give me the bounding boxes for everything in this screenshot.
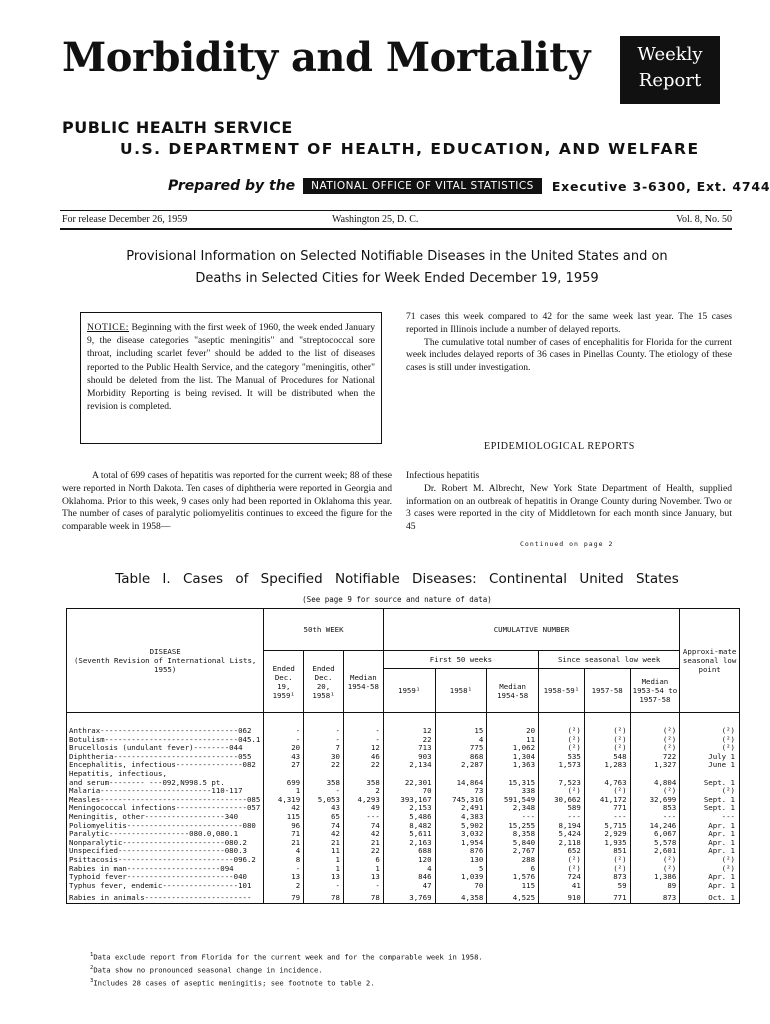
table-row — [67, 713, 740, 736]
report-title — [62, 246, 732, 290]
value-cell: 6 — [343, 856, 383, 865]
ended-1959-header: Ended Dec. 19, 1959¹ — [264, 651, 304, 713]
value-cell: 853 — [630, 804, 680, 813]
value-cell: Apr. 1 — [680, 873, 740, 882]
value-cell: 1,363 — [487, 761, 539, 770]
value-cell: 722 — [630, 753, 680, 762]
value-cell: 46 — [343, 753, 383, 762]
right-paragraph-2: The cumulative total number of cases of encephalitis for Florida for the current week includes delayed reports of 36 cases in Pinellas County. The etiology of these cases is still under investigation. — [406, 336, 732, 374]
value-cell: 20 — [487, 713, 539, 736]
report-title-line2: Deaths in Selected Cities for Week Ended December 19, 1959 — [195, 271, 599, 286]
value-cell: - — [304, 787, 344, 796]
footnote-text: Includes 28 cases of aseptic meningitis; see footnote to table 2. — [93, 978, 375, 988]
value-cell: 713 — [383, 744, 435, 753]
value-cell: 5,715 — [584, 822, 630, 831]
value-cell: (²) — [630, 856, 680, 865]
value-cell: 74 — [343, 822, 383, 831]
value-cell: 41 — [539, 882, 585, 891]
notifiable-diseases-table — [66, 608, 740, 904]
disease-header-label: DISEASE — [149, 647, 181, 656]
value-cell: 5,578 — [630, 839, 680, 848]
value-cell: (²) — [539, 744, 585, 753]
executive-phone: Executive 3-6300, Ext. 4744 — [551, 178, 770, 194]
value-cell: Apr. 1 — [680, 882, 740, 891]
disease-cell: Hepatitis, infectious, — [67, 770, 264, 779]
value-cell: (²) — [584, 744, 630, 753]
disease-cell: and serum-------- ---092,N998.5 pt. — [67, 779, 264, 788]
value-cell: 1,327 — [630, 761, 680, 770]
value-cell: 5 — [435, 865, 487, 874]
value-cell: Apr. 1 — [680, 830, 740, 839]
report-title-line1: Provisional Information on Selected Notifiable Diseases in the United States and on — [126, 249, 668, 264]
office-name-box: NATIONAL OFFICE OF VITAL STATISTICS — [303, 178, 542, 194]
right-paragraph-1: 71 cases this week compared to 42 for the same week last year. The 15 cases reported in Illinois include a number of delayed reports. — [406, 311, 732, 335]
table-subtitle: (See page 9 for source and nature of data) — [302, 595, 492, 604]
value-cell: --- — [487, 813, 539, 822]
value-cell: 910 — [539, 890, 585, 903]
disease-cell: Meningococcal infections----------------057 — [67, 804, 264, 813]
value-cell: Oct. 1 — [680, 890, 740, 903]
value-cell: 115 — [487, 882, 539, 891]
value-cell: 688 — [383, 847, 435, 856]
value-cell: 1,039 — [435, 873, 487, 882]
left-column-summary: A total of 699 cases of hepatitis was reported for the current week; 88 of these were reported in North Dakota. Ten cases of diphtheria were reported in Georgia and Oklahoma. Prior to this week, 9 cases only had been reported in Oklahoma this year. The number of cases of paralytic poliomyelitis continues to exceed the figure for the comparable week in 1958— — [62, 470, 392, 533]
disease-cell: Malaria-------------------------110-117 — [67, 787, 264, 796]
value-cell: (²) — [630, 744, 680, 753]
value-cell: 4 — [383, 865, 435, 874]
notice-box — [80, 312, 382, 444]
value-cell: 21 — [343, 839, 383, 848]
value-cell: 43 — [264, 753, 304, 762]
value-cell: 30 — [304, 753, 344, 762]
value-cell: 1,954 — [435, 839, 487, 848]
hepatitis-paragraph: Dr. Robert M. Albrecht, New York State Department of Health, supplied information on an outbreak of hepatitis in Orange County during November. Two or 3 cases were reported in the city of Middletown for each month since January, but 45 — [406, 482, 732, 533]
value-cell: 358 — [304, 779, 344, 788]
disease-header — [67, 609, 264, 713]
value-cell: 13 — [264, 873, 304, 882]
value-cell: 7,523 — [539, 779, 585, 788]
value-cell: 47 — [383, 882, 435, 891]
disease-cell: Unspecified------------------------080.3 — [67, 847, 264, 856]
footnote — [90, 976, 483, 989]
value-cell: 3,032 — [435, 830, 487, 839]
value-cell: --- — [539, 813, 585, 822]
value-cell: 115 — [264, 813, 304, 822]
cumulative-group-header: CUMULATIVE NUMBER — [383, 609, 679, 651]
footnote — [90, 950, 483, 963]
value-cell: 4,525 — [487, 890, 539, 903]
value-cell: 27 — [264, 761, 304, 770]
disease-cell: Diphtheria----------------------------055 — [67, 753, 264, 762]
value-cell: Apr. 1 — [680, 822, 740, 831]
value-cell: 21 — [304, 839, 344, 848]
value-cell: 12 — [383, 713, 435, 736]
value-cell: 4,763 — [584, 779, 630, 788]
disease-cell: Psittacosis--------------------------096.2 — [67, 856, 264, 865]
value-cell: 873 — [584, 873, 630, 882]
value-cell: 1,935 — [584, 839, 630, 848]
value-cell: Sept. 1 — [680, 796, 740, 805]
value-cell: 771 — [584, 890, 630, 903]
value-cell: 2,134 — [383, 761, 435, 770]
value-cell: 2,153 — [383, 804, 435, 813]
value-cell: 699 — [264, 779, 304, 788]
value-cell: 2,348 — [487, 804, 539, 813]
value-cell: 7 — [304, 744, 344, 753]
value-cell: 78 — [343, 890, 383, 903]
value-cell: (²) — [584, 787, 630, 796]
value-cell: 22 — [304, 761, 344, 770]
value-cell: (²) — [630, 787, 680, 796]
value-cell: (²) — [539, 856, 585, 865]
value-cell: 868 — [435, 753, 487, 762]
value-cell: 4,383 — [435, 813, 487, 822]
value-cell: 14,864 — [435, 779, 487, 788]
seasonal-1957-58-header: 1957-58 — [584, 669, 630, 713]
masthead — [62, 36, 722, 94]
value-cell: 1,062 — [487, 744, 539, 753]
value-cell: (²) — [630, 713, 680, 736]
disease-cell: Measles---------------------------------085 — [67, 796, 264, 805]
value-cell: 42 — [304, 830, 344, 839]
cum-median-header: Median 1954-58 — [487, 669, 539, 713]
footnote-text: Data exclude report from Florida for the current week and for the comparable week in 1958. — [93, 952, 483, 962]
value-cell: 49 — [343, 804, 383, 813]
value-cell: 876 — [435, 847, 487, 856]
seasonal-1958-59-header: 1958-59¹ — [539, 669, 585, 713]
weekly-report-line2: Report — [638, 70, 702, 91]
disease-cell: Nonparalytic-----------------------080.2 — [67, 839, 264, 848]
value-cell: 2,767 — [487, 847, 539, 856]
value-cell: 2,601 — [630, 847, 680, 856]
value-cell: (²) — [539, 787, 585, 796]
disease-cell: Anthrax-------------------------------062 — [67, 713, 264, 736]
value-cell: --- — [343, 813, 383, 822]
disease-cell: Rabies in animals------------------------ — [67, 890, 264, 903]
value-cell: 5,840 — [487, 839, 539, 848]
value-cell: June 1 — [680, 761, 740, 770]
continued-note: Continued on page 2 — [520, 540, 614, 548]
cum-1959-header: 1959¹ — [383, 669, 435, 713]
value-cell: 5,486 — [383, 813, 435, 822]
value-cell: 22 — [343, 847, 383, 856]
value-cell: 130 — [435, 856, 487, 865]
disease-header-sub: (Seventh Revision of International Lists, 1955) — [73, 656, 257, 674]
value-cell: - — [343, 713, 383, 736]
table-row — [67, 882, 740, 891]
value-cell: 79 — [264, 890, 304, 903]
header-rule-top — [60, 210, 732, 211]
value-cell: 8,358 — [487, 830, 539, 839]
value-cell: 42 — [343, 830, 383, 839]
value-cell: 78 — [304, 890, 344, 903]
value-cell: 3,769 — [383, 890, 435, 903]
value-cell: 96 — [264, 822, 304, 831]
value-cell: 73 — [435, 787, 487, 796]
value-cell: 2 — [264, 882, 304, 891]
value-cell: - — [304, 713, 344, 736]
right-column-hepatitis — [406, 470, 732, 534]
value-cell: (²) — [584, 856, 630, 865]
value-cell: 2,287 — [435, 761, 487, 770]
release-place: Washington 25, D. C. — [332, 214, 419, 225]
value-cell: (²) — [680, 865, 740, 874]
value-cell: - — [304, 736, 344, 745]
value-cell: 41,172 — [584, 796, 630, 805]
notice-text: Beginning with the first week of 1960, the week ended January 9, the disease categories "aseptic meningitis" and "streptococcal sore throat, including scarlet fever" should be added to the list of diseases reported to the Public Health Service, and the category "meningitis, other" should be deleted from the list. The Manual of Procedures for National Morbidity Reporting is being revised. It will be distributed when the revision is completed. — [87, 322, 375, 413]
value-cell: 13 — [343, 873, 383, 882]
right-column-top — [406, 311, 732, 375]
value-cell: 2 — [343, 787, 383, 796]
value-cell: 8,194 — [539, 822, 585, 831]
value-cell: 1 — [304, 856, 344, 865]
header-rule-bottom — [60, 228, 732, 230]
value-cell: (²) — [630, 865, 680, 874]
value-cell: 22,301 — [383, 779, 435, 788]
value-cell: --- — [680, 813, 740, 822]
value-cell: - — [343, 882, 383, 891]
value-cell: Apr. 1 — [680, 847, 740, 856]
disease-cell: Rabies in man---------------------094 — [67, 865, 264, 874]
footnote-text: Data show no pronounced seasonal change in incidence. — [93, 965, 323, 975]
value-cell: (²) — [539, 736, 585, 745]
weekly-report-line1: Weekly — [637, 44, 703, 65]
value-cell: Sept. 1 — [680, 779, 740, 788]
week-group-header: 50th WEEK — [264, 609, 383, 651]
value-cell: 5,611 — [383, 830, 435, 839]
value-cell: 1 — [343, 865, 383, 874]
disease-cell: Typhoid fever------------------------040 — [67, 873, 264, 882]
value-cell: 70 — [383, 787, 435, 796]
value-cell: 5,902 — [435, 822, 487, 831]
value-cell: 15,255 — [487, 822, 539, 831]
value-cell: (²) — [584, 713, 630, 736]
disease-cell: Paralytic------------------080.0,080.1 — [67, 830, 264, 839]
value-cell: 120 — [383, 856, 435, 865]
volume-number: Vol. 8, No. 50 — [676, 214, 732, 225]
value-cell: 1,386 — [630, 873, 680, 882]
value-cell: 4 — [435, 736, 487, 745]
value-cell: 771 — [584, 804, 630, 813]
value-cell: 65 — [304, 813, 344, 822]
value-cell: - — [343, 736, 383, 745]
department-name: U.S. DEPARTMENT OF HEALTH, EDUCATION, AND WELFARE — [120, 140, 700, 158]
value-cell: 1,576 — [487, 873, 539, 882]
value-cell: 22 — [343, 761, 383, 770]
release-date: For release December 26, 1959 — [62, 214, 188, 225]
value-cell: 20 — [264, 744, 304, 753]
table-title: Table I. Cases of Specified Notifiable Diseases: Continental United States — [115, 571, 679, 587]
value-cell: (²) — [539, 865, 585, 874]
footnote-mark: 3 — [90, 977, 94, 984]
epidemiological-reports-heading: EPIDEMIOLOGICAL REPORTS — [484, 441, 635, 452]
value-cell: 775 — [435, 744, 487, 753]
value-cell: 13 — [304, 873, 344, 882]
value-cell: - — [264, 865, 304, 874]
value-cell: 12 — [343, 744, 383, 753]
value-cell: (²) — [539, 713, 585, 736]
value-cell: 21 — [264, 839, 304, 848]
value-cell: 11 — [487, 736, 539, 745]
value-cell: --- — [630, 813, 680, 822]
service-name: PUBLIC HEALTH SERVICE — [62, 118, 293, 137]
value-cell: 43 — [304, 804, 344, 813]
value-cell: 4,319 — [264, 796, 304, 805]
value-cell: 2,491 — [435, 804, 487, 813]
value-cell: (²) — [680, 856, 740, 865]
value-cell: July 1 — [680, 753, 740, 762]
value-cell: 4,358 — [435, 890, 487, 903]
value-cell: 6,067 — [630, 830, 680, 839]
publication-title: Morbidity and Mortality — [62, 34, 590, 81]
value-cell: 338 — [487, 787, 539, 796]
prepared-by-row — [168, 176, 770, 196]
prepared-by-label: Prepared by the — [168, 178, 296, 194]
cum-1958-header: 1958¹ — [435, 669, 487, 713]
value-cell: 1 — [264, 787, 304, 796]
table-body — [67, 713, 740, 904]
value-cell: (²) — [680, 713, 740, 736]
footnote-mark: 1 — [90, 952, 94, 958]
value-cell: 30,662 — [539, 796, 585, 805]
value-cell: 846 — [383, 873, 435, 882]
value-cell: (²) — [630, 736, 680, 745]
value-cell: 59 — [584, 882, 630, 891]
value-cell: 535 — [539, 753, 585, 762]
value-cell: Sept. 1 — [680, 804, 740, 813]
value-cell: 873 — [630, 890, 680, 903]
value-cell: 591,549 — [487, 796, 539, 805]
value-cell: 1,573 — [539, 761, 585, 770]
value-cell: 2,118 — [539, 839, 585, 848]
value-cell: (²) — [680, 787, 740, 796]
first-50-weeks-header: First 50 weeks — [383, 651, 538, 669]
disease-cell: Brucellosis (undulant fever)--------044 — [67, 744, 264, 753]
value-cell: 5,053 — [304, 796, 344, 805]
disease-cell: Poliomyelitis--------------------------080 — [67, 822, 264, 831]
value-cell: 1 — [304, 865, 344, 874]
value-cell: 8 — [264, 856, 304, 865]
seasonal-low-header: Approxi-mate seasonal low point — [680, 609, 740, 713]
value-cell: 22 — [383, 736, 435, 745]
value-cell: - — [264, 736, 304, 745]
value-cell: 4,293 — [343, 796, 383, 805]
value-cell: 288 — [487, 856, 539, 865]
value-cell: 4 — [264, 847, 304, 856]
footnote — [90, 963, 483, 976]
value-cell: 745,316 — [435, 796, 487, 805]
value-cell: 8,482 — [383, 822, 435, 831]
value-cell: 851 — [584, 847, 630, 856]
disease-cell: Meningitis, other------------------340 — [67, 813, 264, 822]
footnote-mark: 2 — [90, 964, 94, 971]
ended-1958-header: Ended Dec. 20, 1958¹ — [304, 651, 344, 713]
value-cell: 15,315 — [487, 779, 539, 788]
value-cell: 589 — [539, 804, 585, 813]
value-cell: 42 — [264, 804, 304, 813]
value-cell: 652 — [539, 847, 585, 856]
table-row — [67, 890, 740, 903]
value-cell: 2,163 — [383, 839, 435, 848]
since-seasonal-low-header: Since seasonal low week — [539, 651, 680, 669]
value-cell: 4,804 — [630, 779, 680, 788]
value-cell: --- — [584, 813, 630, 822]
table-row — [67, 761, 740, 770]
value-cell: 6 — [487, 865, 539, 874]
value-cell: 358 — [343, 779, 383, 788]
disease-cell: Encephalitis, infectious---------------082 — [67, 761, 264, 770]
value-cell: 2,929 — [584, 830, 630, 839]
value-cell: 393,167 — [383, 796, 435, 805]
weekly-report-box — [620, 36, 720, 104]
value-cell: 903 — [383, 753, 435, 762]
seasonal-median-header: Median 1953-54 to 1957-58 — [630, 669, 680, 713]
value-cell: (²) — [680, 736, 740, 745]
notice-lead: NOTICE: — [87, 322, 130, 333]
value-cell: 70 — [435, 882, 487, 891]
value-cell: 71 — [264, 830, 304, 839]
value-cell: (²) — [680, 744, 740, 753]
value-cell: 74 — [304, 822, 344, 831]
value-cell: Apr. 1 — [680, 839, 740, 848]
value-cell: 724 — [539, 873, 585, 882]
disease-cell: Typhus fever, endemic-----------------101 — [67, 882, 264, 891]
value-cell: 11 — [304, 847, 344, 856]
value-cell: 15 — [435, 713, 487, 736]
hepatitis-heading: Infectious hepatitis — [406, 470, 480, 481]
value-cell: (²) — [584, 865, 630, 874]
value-cell: 1,304 — [487, 753, 539, 762]
value-cell: 5,424 — [539, 830, 585, 839]
value-cell: 32,699 — [630, 796, 680, 805]
footnotes — [90, 950, 483, 989]
value-cell: - — [304, 882, 344, 891]
value-cell: 89 — [630, 882, 680, 891]
disease-cell: Botulism------------------------------045.1 — [67, 736, 264, 745]
value-cell: 14,246 — [630, 822, 680, 831]
value-cell: (²) — [584, 736, 630, 745]
median-week-header: Median 1954-58 — [343, 651, 383, 713]
value-cell: - — [264, 713, 304, 736]
value-cell: 1,283 — [584, 761, 630, 770]
value-cell: 548 — [584, 753, 630, 762]
